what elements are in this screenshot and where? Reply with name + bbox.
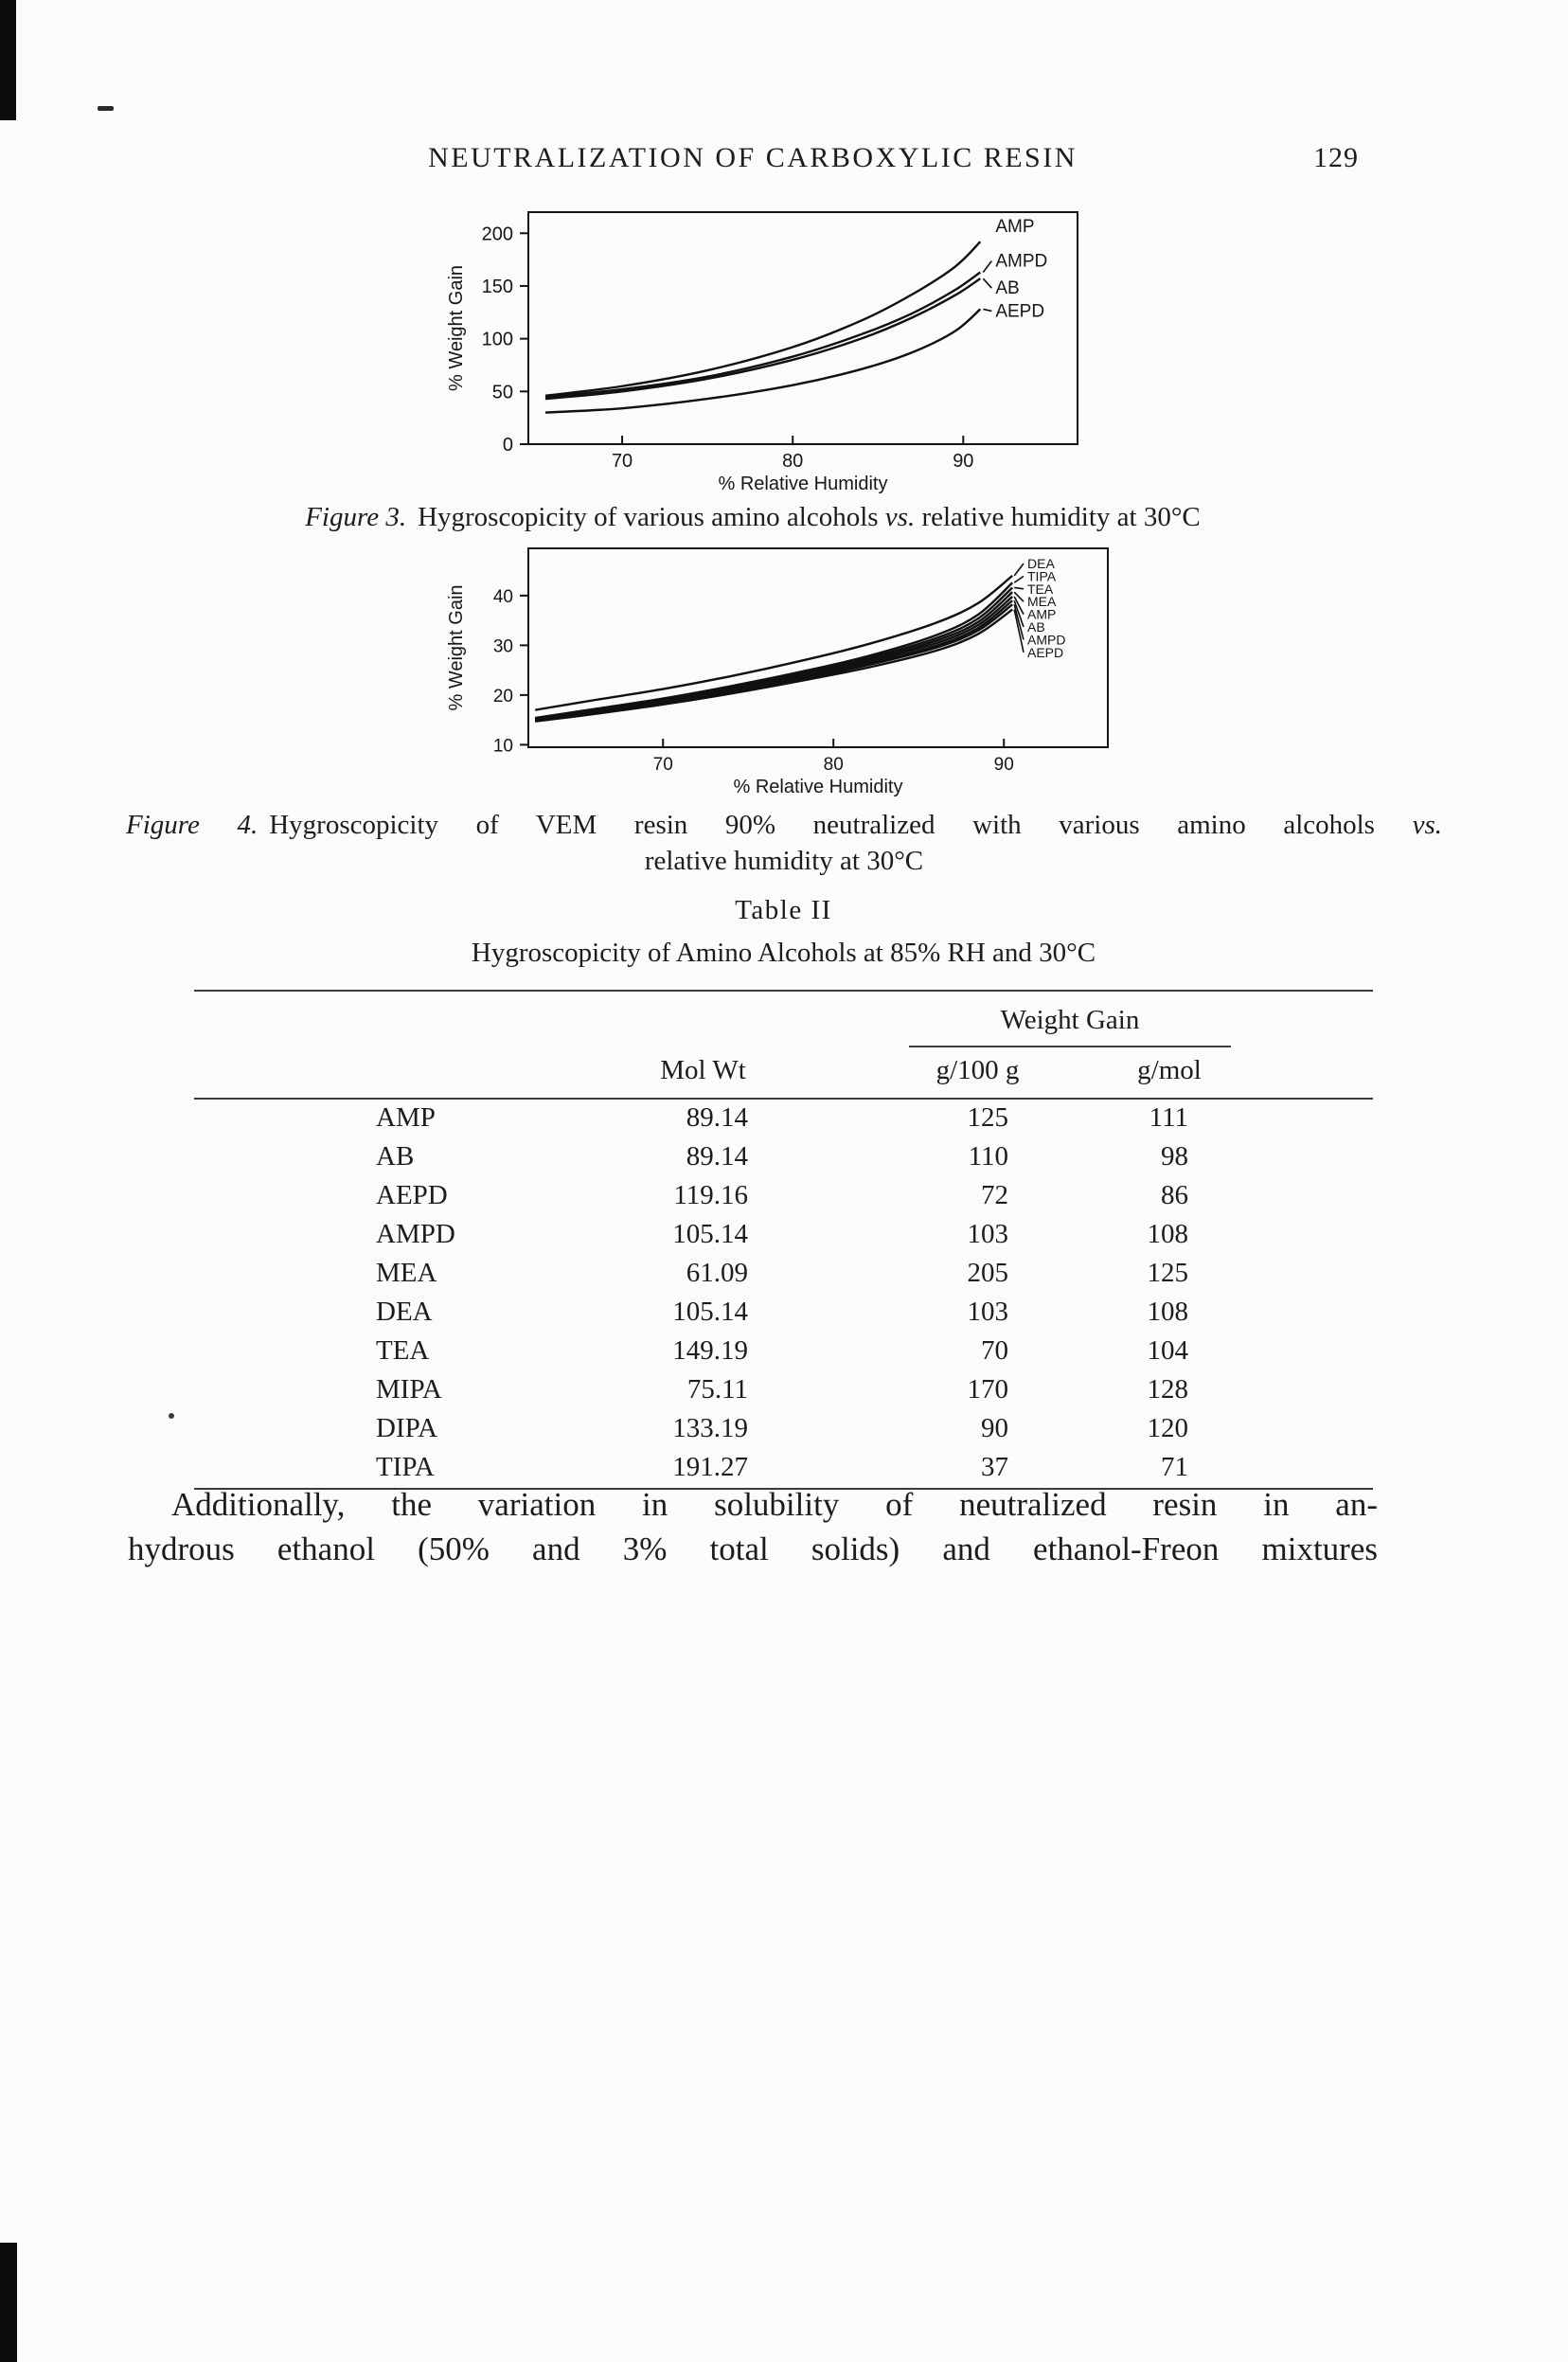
x-tick-label: 70 — [611, 451, 633, 472]
series-label-AMP: AMP — [1027, 606, 1057, 622]
column-header-mol-wt: Mol Wt — [530, 1047, 876, 1099]
x-tick-label: 80 — [823, 755, 844, 775]
table-cell-name: AB — [376, 1141, 415, 1172]
series-line-AEPD — [545, 309, 980, 412]
series-label-MEA: MEA — [1027, 594, 1057, 610]
label-leader-TEA — [1014, 587, 1024, 588]
series-label-TEA: TEA — [1027, 581, 1054, 597]
table-cell-gmol: 98 — [1161, 1141, 1188, 1172]
table-cell-name: AMP — [376, 1102, 436, 1133]
series-line-DEA — [535, 576, 1012, 710]
table-cell-molwt: 149.19 — [672, 1335, 748, 1366]
y-tick-label: 20 — [492, 686, 513, 707]
figure-3-caption-text2: relative humidity at 30°C — [915, 502, 1201, 532]
y-tick-label: 30 — [492, 636, 513, 657]
table-cell-name: TIPA — [376, 1452, 435, 1482]
table-cell-name: MEA — [376, 1258, 437, 1288]
series-line-AMP — [535, 597, 1012, 720]
x-tick-label: 80 — [782, 451, 804, 472]
table-cell-name: DEA — [376, 1297, 433, 1327]
table-cell-molwt: 119.16 — [673, 1180, 748, 1210]
y-tick-label: 100 — [481, 329, 513, 350]
table-cell-gmol: 104 — [1147, 1335, 1188, 1366]
table-row — [194, 1138, 1373, 1177]
body-line-1: Additionally, the variation in solubility of neutralized resin in an- — [171, 1486, 1378, 1523]
table-row — [194, 1294, 1373, 1333]
x-axis-label: % Relative Humidity — [718, 474, 888, 494]
figure-3-caption-label: Figure 3. — [305, 502, 407, 532]
series-label-AMPD: AMPD — [995, 251, 1048, 272]
table-cell-gmol: 125 — [1147, 1258, 1188, 1288]
table-ii-block — [194, 895, 1373, 1490]
series-label-AB: AB — [1027, 619, 1045, 635]
table-cell-name: AEPD — [376, 1180, 448, 1210]
series-line-AB — [535, 600, 1012, 721]
y-tick-label: 10 — [492, 736, 513, 757]
column-header-g100: g/100 g — [876, 1047, 1079, 1099]
table-row — [194, 1177, 1373, 1216]
series-line-AEPD — [535, 610, 1012, 722]
x-tick-label: 90 — [993, 755, 1014, 775]
table-cell-name: DIPA — [376, 1413, 438, 1443]
figure-4-chart — [407, 535, 1155, 812]
figure-3-caption-text: Hygroscopicity of various amino alcohols — [418, 502, 885, 532]
table-cell-g100: 72 — [981, 1180, 1008, 1210]
figure-4 — [407, 535, 1155, 816]
series-line-MEA — [535, 592, 1012, 719]
running-title: NEUTRALIZATION OF CARBOXYLIC RESIN — [428, 142, 1078, 173]
table-cell-g100: 103 — [967, 1297, 1008, 1327]
table-row — [194, 1099, 1373, 1138]
figure-4-caption-line1 — [126, 810, 1442, 841]
x-tick-label: 70 — [652, 755, 673, 775]
label-leader-TIPA — [1014, 576, 1024, 582]
table-row — [194, 1216, 1373, 1255]
table-cell-gmol: 108 — [1147, 1219, 1188, 1249]
table-cell-gmol: 108 — [1147, 1297, 1188, 1327]
table-group-header-row — [194, 991, 1373, 1047]
table-cell-gmol: 86 — [1161, 1180, 1188, 1210]
table-subtitle: Hygroscopicity of Amino Alcohols at 85% RH and 30°C — [471, 938, 1096, 968]
table-title: Table II — [735, 895, 832, 925]
table-cell-molwt: 133.19 — [672, 1413, 748, 1443]
table-cell-molwt: 105.14 — [672, 1297, 748, 1327]
table-cell-gmol: 71 — [1161, 1452, 1188, 1482]
y-tick-label: 150 — [481, 276, 513, 297]
y-axis-label: % Weight Gain — [446, 584, 467, 711]
y-axis-label: % Weight Gain — [446, 264, 467, 392]
table-cell-molwt: 89.14 — [686, 1102, 748, 1133]
scan-artifact-bottom-left — [0, 2243, 17, 2362]
table-cell-g100: 90 — [981, 1413, 1008, 1443]
series-label-AB: AB — [995, 278, 1020, 299]
table-row — [194, 1371, 1373, 1410]
table-row — [194, 1333, 1373, 1371]
table-row — [194, 1255, 1373, 1294]
table-cell-g100: 103 — [967, 1219, 1008, 1249]
label-leader-AMPD — [983, 260, 991, 272]
series-label-AEPD: AEPD — [1027, 644, 1064, 660]
figure-3-chart — [407, 201, 1155, 500]
table-header-row — [194, 1047, 1373, 1099]
table-cell-name: MIPA — [376, 1374, 442, 1405]
table-cell-g100: 110 — [968, 1141, 1008, 1172]
table-cell-molwt: 191.27 — [672, 1452, 748, 1482]
weight-gain-group-header — [876, 991, 1373, 1047]
table-cell-gmol: 111 — [1149, 1102, 1188, 1133]
figure-4-caption-vs: vs. — [1412, 810, 1442, 840]
y-tick-label: 0 — [502, 435, 513, 456]
table-row — [194, 1410, 1373, 1449]
label-leader-AEPD — [983, 309, 991, 311]
y-tick-label: 40 — [492, 586, 513, 607]
series-line-AB — [545, 278, 980, 399]
figure-3-caption-vs: vs. — [884, 502, 916, 532]
empty-cell — [194, 1047, 530, 1099]
table-cell-g100: 205 — [967, 1258, 1008, 1288]
page-header — [128, 142, 1378, 182]
figure-3 — [407, 201, 1155, 505]
table-cell-g100: 37 — [981, 1452, 1008, 1482]
body-line-2: hydrous ethanol (50% and 3% total solids) and ethanol-Freon mixtures — [128, 1530, 1378, 1567]
table-body — [194, 1099, 1373, 1489]
label-leader-DEA — [1014, 564, 1024, 576]
table-cell-molwt: 89.14 — [686, 1141, 748, 1172]
table-cell-g100: 170 — [967, 1374, 1008, 1405]
x-axis-label: % Relative Humidity — [733, 777, 903, 797]
scan-artifact-top-left — [0, 0, 16, 120]
empty-cell — [530, 991, 876, 1047]
table-cell-molwt: 75.11 — [686, 1374, 748, 1405]
figure-4-caption-line2: relative humidity at 30°C — [644, 846, 924, 876]
figure-4-caption-label: Figure 4. — [126, 810, 258, 840]
scan-artifact-dot — [169, 1413, 174, 1419]
series-line-AMP — [545, 242, 980, 396]
series-label-AEPD: AEPD — [995, 301, 1045, 322]
scan-artifact-dash — [98, 106, 114, 111]
column-header-gmol: g/mol — [1079, 1047, 1373, 1099]
table-cell-molwt: 105.14 — [672, 1219, 748, 1249]
y-tick-label: 50 — [491, 382, 513, 403]
table-cell-gmol: 120 — [1147, 1413, 1188, 1443]
series-label-DEA: DEA — [1027, 556, 1055, 571]
y-tick-label: 200 — [481, 224, 513, 245]
figure-3-caption — [128, 502, 1378, 533]
table-cell-g100: 70 — [981, 1335, 1008, 1366]
hygroscopicity-table — [194, 990, 1373, 1490]
series-label-AMP: AMP — [995, 217, 1035, 238]
series-line-AMPD — [545, 272, 980, 396]
label-leader-AB — [983, 278, 991, 288]
page-number: 129 — [1313, 142, 1359, 173]
weight-gain-label: Weight Gain — [909, 1003, 1231, 1047]
series-label-AMPD: AMPD — [1027, 632, 1066, 648]
table-cell-name: TEA — [376, 1335, 430, 1366]
table-cell-name: AMPD — [376, 1219, 455, 1249]
body-paragraph — [128, 1482, 1378, 1571]
empty-cell — [194, 991, 530, 1047]
figure-4-caption-text: Hygroscopicity of VEM resin 90% neutralized with various amino alcohols — [269, 810, 1413, 840]
x-tick-label: 90 — [953, 451, 974, 472]
series-label-TIPA: TIPA — [1027, 568, 1057, 584]
table-cell-gmol: 128 — [1147, 1374, 1188, 1405]
table-cell-molwt: 61.09 — [686, 1258, 748, 1288]
table-cell-g100: 125 — [967, 1102, 1008, 1133]
